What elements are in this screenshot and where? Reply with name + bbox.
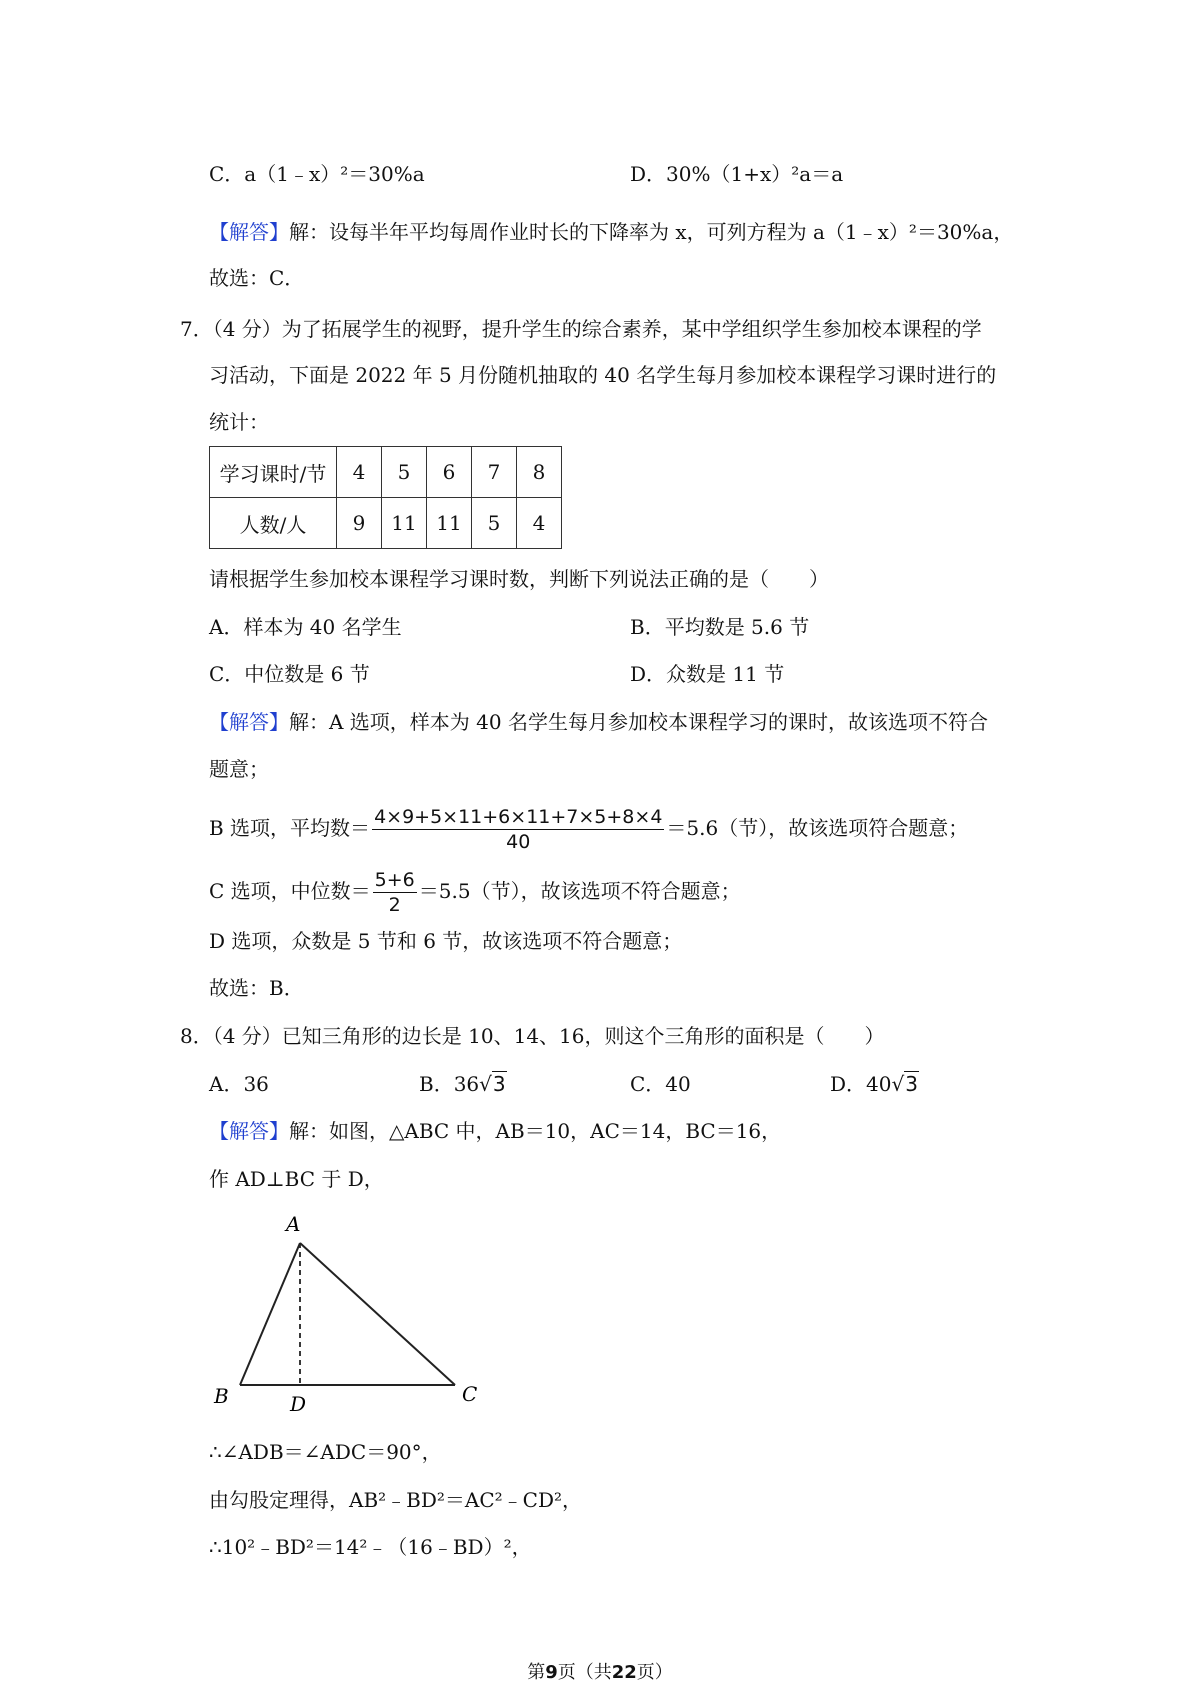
q7-answer-a-line2: 题意； xyxy=(209,757,269,781)
vertex-c-label: C xyxy=(462,1382,478,1406)
q8-option-c: C．40 xyxy=(630,1072,691,1096)
q7-stem-line1: 7．（4 分）为了拓展学生的视野，提升学生的综合素养，某中学组织学生参加校本课程的学 xyxy=(180,317,982,341)
q7-option-b: B．平均数是 5.6 节 xyxy=(630,615,810,639)
table-row-label: 人数/人 xyxy=(210,498,337,549)
table-cell: 5 xyxy=(382,447,427,498)
table-cell: 6 xyxy=(427,447,472,498)
answer-tag: 【解答】 xyxy=(209,220,289,244)
table-header-label: 学习课时/节 xyxy=(210,447,337,498)
answer-b-suffix: ＝5.6（节），故该选项符合题意； xyxy=(666,816,969,840)
q6-option-c: C．a（1﹣x）²＝30%a xyxy=(209,162,425,186)
q8-option-b xyxy=(419,1070,507,1098)
q7-answer-a xyxy=(209,708,988,736)
fraction-denominator: 40 xyxy=(506,831,531,853)
q7-option-c: C．中位数是 6 节 xyxy=(209,662,370,686)
fraction-denominator: 2 xyxy=(388,894,401,916)
q8-step3: ∴10²﹣BD²＝14²﹣（16﹣BD）²， xyxy=(209,1535,532,1559)
q7-stem-line2: 习活动，下面是 2022 年 5 月份随机抽取的 40 名学生每月参加校本课程学习课时进行的 xyxy=(209,363,997,387)
option-b-text: B．36 xyxy=(419,1072,480,1096)
table-cell: 11 xyxy=(427,498,472,549)
table-cell: 4 xyxy=(517,498,562,549)
q8-option-a: A．36 xyxy=(209,1072,269,1096)
q7-question: 请根据学生参加校本课程学习课时数，判断下列说法正确的是（ ） xyxy=(209,567,829,591)
table-cell: 5 xyxy=(472,498,517,549)
answer-c-suffix: ＝5.5（节），故该选项不符合题意； xyxy=(418,879,741,903)
q7-option-d: D．众数是 11 节 xyxy=(630,662,785,686)
q8-step2: 由勾股定理得，AB²﹣BD²＝AC²﹣CD²， xyxy=(209,1488,583,1512)
q7-answer-c xyxy=(209,861,741,921)
foot-d-label: D xyxy=(290,1392,307,1415)
q7-conclusion: 故选：B． xyxy=(209,976,304,1000)
q6-answer-text: 解：设每半年平均每周作业时长的下降率为 x，可列方程为 a（1﹣x）²＝30%a， xyxy=(289,220,1014,244)
q8-answer-line2: 作 AD⊥BC 于 D， xyxy=(209,1167,384,1191)
table-cell: 9 xyxy=(337,498,382,549)
page-number: 9 xyxy=(545,1662,558,1683)
radicand: 3 xyxy=(492,1072,506,1096)
q7-answer-a-text: 解：A 选项，样本为 40 名学生每月参加校本课程学习的课时，故该选项不符合 xyxy=(289,710,988,734)
footer-suffix: 页） xyxy=(636,1662,673,1683)
mean-fraction xyxy=(372,805,664,854)
q6-answer xyxy=(209,218,1013,246)
answer-b-prefix: B 选项，平均数＝ xyxy=(209,816,371,840)
table-cell: 4 xyxy=(337,447,382,498)
sqrt-symbol: √3 xyxy=(479,1072,506,1096)
q8-step1: ∴∠ADB＝∠ADC＝90°， xyxy=(209,1440,442,1464)
table-cell: 7 xyxy=(472,447,517,498)
footer-middle: 页（共 xyxy=(557,1662,612,1683)
answer-tag: 【解答】 xyxy=(209,710,289,734)
footer-prefix: 第 xyxy=(527,1662,546,1683)
q6-conclusion: 故选：C． xyxy=(209,266,305,290)
sqrt-symbol: √3 xyxy=(891,1072,918,1096)
median-fraction xyxy=(373,868,417,917)
page-footer xyxy=(0,1658,1200,1684)
statistics-table xyxy=(209,446,562,549)
q7-stem-line3: 统计： xyxy=(209,410,269,434)
q8-stem: 8．（4 分）已知三角形的边长是 10、14、16，则这个三角形的面积是（ ） xyxy=(180,1024,885,1048)
table-cell: 8 xyxy=(517,447,562,498)
q7-answer-b xyxy=(209,798,968,858)
table-cell: 11 xyxy=(382,498,427,549)
answer-tag: 【解答】 xyxy=(209,1119,289,1143)
side-ab xyxy=(240,1243,300,1385)
radicand: 3 xyxy=(905,1072,918,1096)
q7-answer-d: D 选项，众数是 5 节和 6 节，故该选项不符合题意； xyxy=(209,929,683,953)
option-d-text: D．40 xyxy=(830,1072,892,1096)
vertex-a-label: A xyxy=(286,1212,301,1236)
answer-c-prefix: C 选项，中位数＝ xyxy=(209,879,371,903)
q8-option-d xyxy=(830,1070,919,1098)
q8-answer-line1 xyxy=(209,1117,781,1145)
table-row xyxy=(210,447,562,498)
q8-answer-text: 解：如图，△ABC 中，AB＝10，AC＝14，BC＝16， xyxy=(289,1119,782,1143)
q6-option-d: D．30%（1+x）²a＝a xyxy=(630,162,844,186)
side-ac xyxy=(300,1243,455,1385)
triangle-figure xyxy=(200,1205,500,1415)
table-row xyxy=(210,498,562,549)
total-pages: 22 xyxy=(611,1662,637,1683)
vertex-b-label: B xyxy=(214,1384,229,1408)
fraction-numerator: 4×9+5×11+6×11+7×5+8×4 xyxy=(374,806,663,828)
q7-option-a: A．样本为 40 名学生 xyxy=(209,615,402,639)
fraction-numerator: 5+6 xyxy=(374,869,415,891)
